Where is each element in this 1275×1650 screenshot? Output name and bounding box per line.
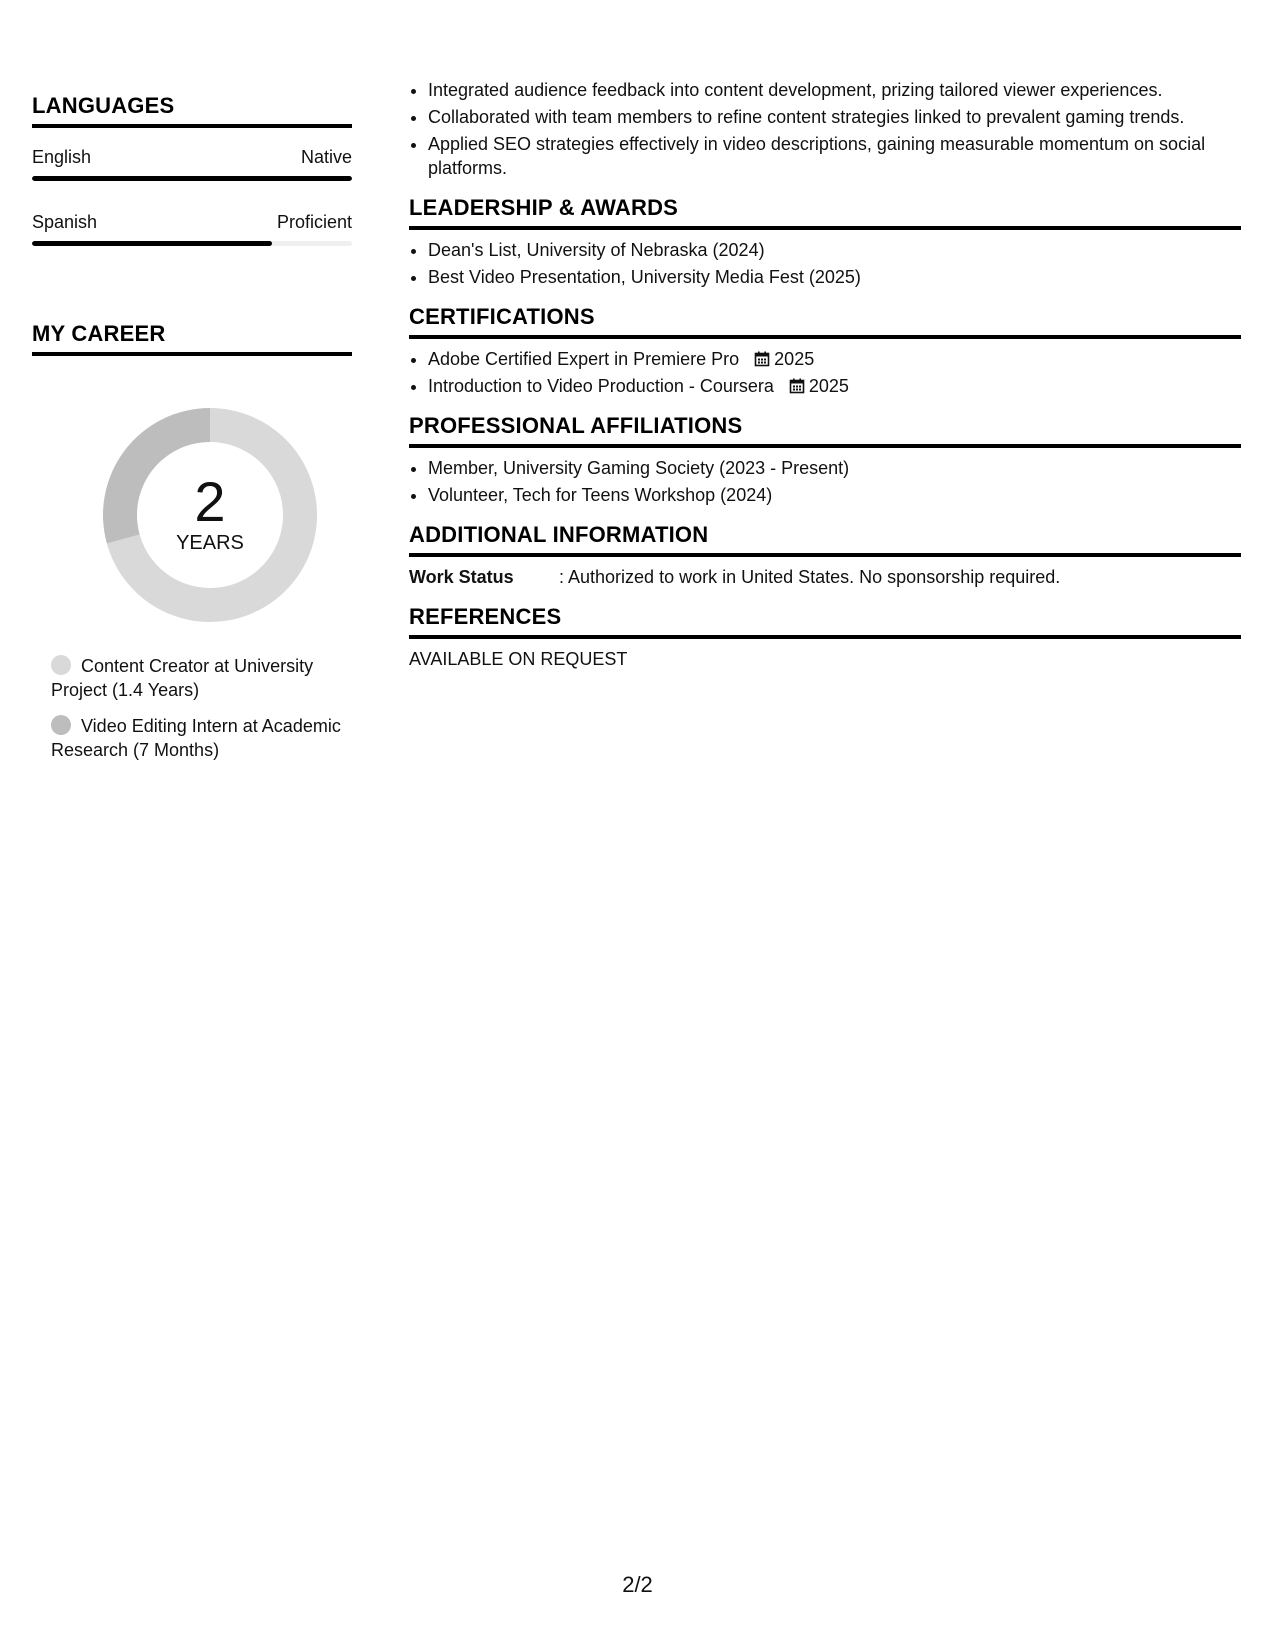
- right-column: [409, 78, 1241, 671]
- language-level: Proficient: [276, 212, 352, 232]
- experience-bullet: • Collaborated with team members to refine content strategies linked to prevalent gaming trends.: [428, 105, 1241, 129]
- leadership-divider: [409, 226, 1241, 230]
- certification-year: 2025: [774, 349, 815, 369]
- leadership-section: [409, 194, 1241, 289]
- career-legend-item: [51, 714, 351, 762]
- donut-center-label: [95, 472, 325, 554]
- legend-dot: [51, 715, 71, 735]
- affiliations-list: [409, 456, 1241, 507]
- language-proficiency-bar: [32, 176, 352, 181]
- work-status-label: Work Status: [409, 567, 514, 587]
- affiliation-item: • Member, University Gaming Society (2023 - Present): [428, 456, 1241, 480]
- career-legend: [51, 654, 351, 762]
- career-section: [32, 322, 352, 762]
- additional-info-section: [409, 521, 1241, 589]
- affiliation-item: • Volunteer, Tech for Teens Workshop (2024): [428, 483, 1241, 507]
- affiliations-heading: PROFESSIONAL AFFILIATIONS: [409, 413, 743, 438]
- certification-item: [428, 347, 1241, 371]
- language-row-spanish: [32, 211, 352, 233]
- references-divider: [409, 635, 1241, 639]
- certification-name: Adobe Certified Expert in Premiere Pro: [428, 349, 740, 369]
- certification-name: Introduction to Video Production - Coursera: [428, 376, 774, 396]
- certifications-list: [409, 347, 1241, 398]
- leadership-list: [409, 238, 1241, 289]
- affiliations-section: [409, 412, 1241, 507]
- language-name: English: [32, 147, 92, 167]
- language-proficiency-fill: [32, 176, 352, 181]
- work-status-value: : Authorized to work in United States. No sponsorship required.: [559, 567, 1061, 587]
- career-legend-label: Content Creator at University Project (1.4 Years): [51, 656, 314, 700]
- experience-bullet: • Integrated audience feedback into content development, prizing tailored viewer experiences.: [428, 78, 1241, 102]
- additional-info-heading: ADDITIONAL INFORMATION: [409, 522, 709, 547]
- career-legend-item: [51, 654, 351, 702]
- certifications-divider: [409, 335, 1241, 339]
- leadership-item: • Best Video Presentation, University Media Fest (2025): [428, 265, 1241, 289]
- certifications-section: [409, 303, 1241, 398]
- leadership-heading: LEADERSHIP & AWARDS: [409, 195, 679, 220]
- references-text: AVAILABLE ON REQUEST: [409, 649, 628, 669]
- career-donut-chart: [95, 400, 325, 630]
- languages-heading: LANGUAGES: [32, 93, 175, 118]
- languages-section: [32, 94, 352, 246]
- calendar-icon: [789, 378, 805, 394]
- career-total-unit: YEARS: [176, 532, 244, 554]
- affiliations-divider: [409, 444, 1241, 448]
- left-column: [32, 94, 352, 774]
- language-level: Native: [300, 147, 352, 167]
- page-number: 2/2: [622, 1572, 653, 1597]
- career-divider: [32, 352, 352, 356]
- language-name: Spanish: [32, 212, 98, 232]
- language-proficiency-fill: [32, 241, 272, 246]
- references-heading: REFERENCES: [409, 604, 562, 629]
- experience-bullet: • Applied SEO strategies effectively in video descriptions, gaining measurable momentum on social platforms.: [428, 132, 1241, 180]
- certification-item: [428, 374, 1241, 398]
- work-status-row: [409, 565, 1241, 589]
- legend-dot: [51, 655, 71, 675]
- certification-year: 2025: [808, 376, 849, 396]
- career-legend-label: Video Editing Intern at Academic Research (7 Months): [51, 716, 341, 760]
- language-row-english: [32, 146, 352, 168]
- references-section: [409, 603, 1241, 671]
- certifications-heading: CERTIFICATIONS: [409, 304, 595, 329]
- calendar-icon: [754, 351, 770, 367]
- career-heading: MY CAREER: [32, 321, 166, 346]
- experience-bullet-list: [409, 78, 1241, 180]
- languages-divider: [32, 124, 352, 128]
- language-proficiency-bar: [32, 241, 352, 246]
- career-total-years: 2: [194, 470, 226, 533]
- leadership-item: • Dean's List, University of Nebraska (2024): [428, 238, 1241, 262]
- additional-info-divider: [409, 553, 1241, 557]
